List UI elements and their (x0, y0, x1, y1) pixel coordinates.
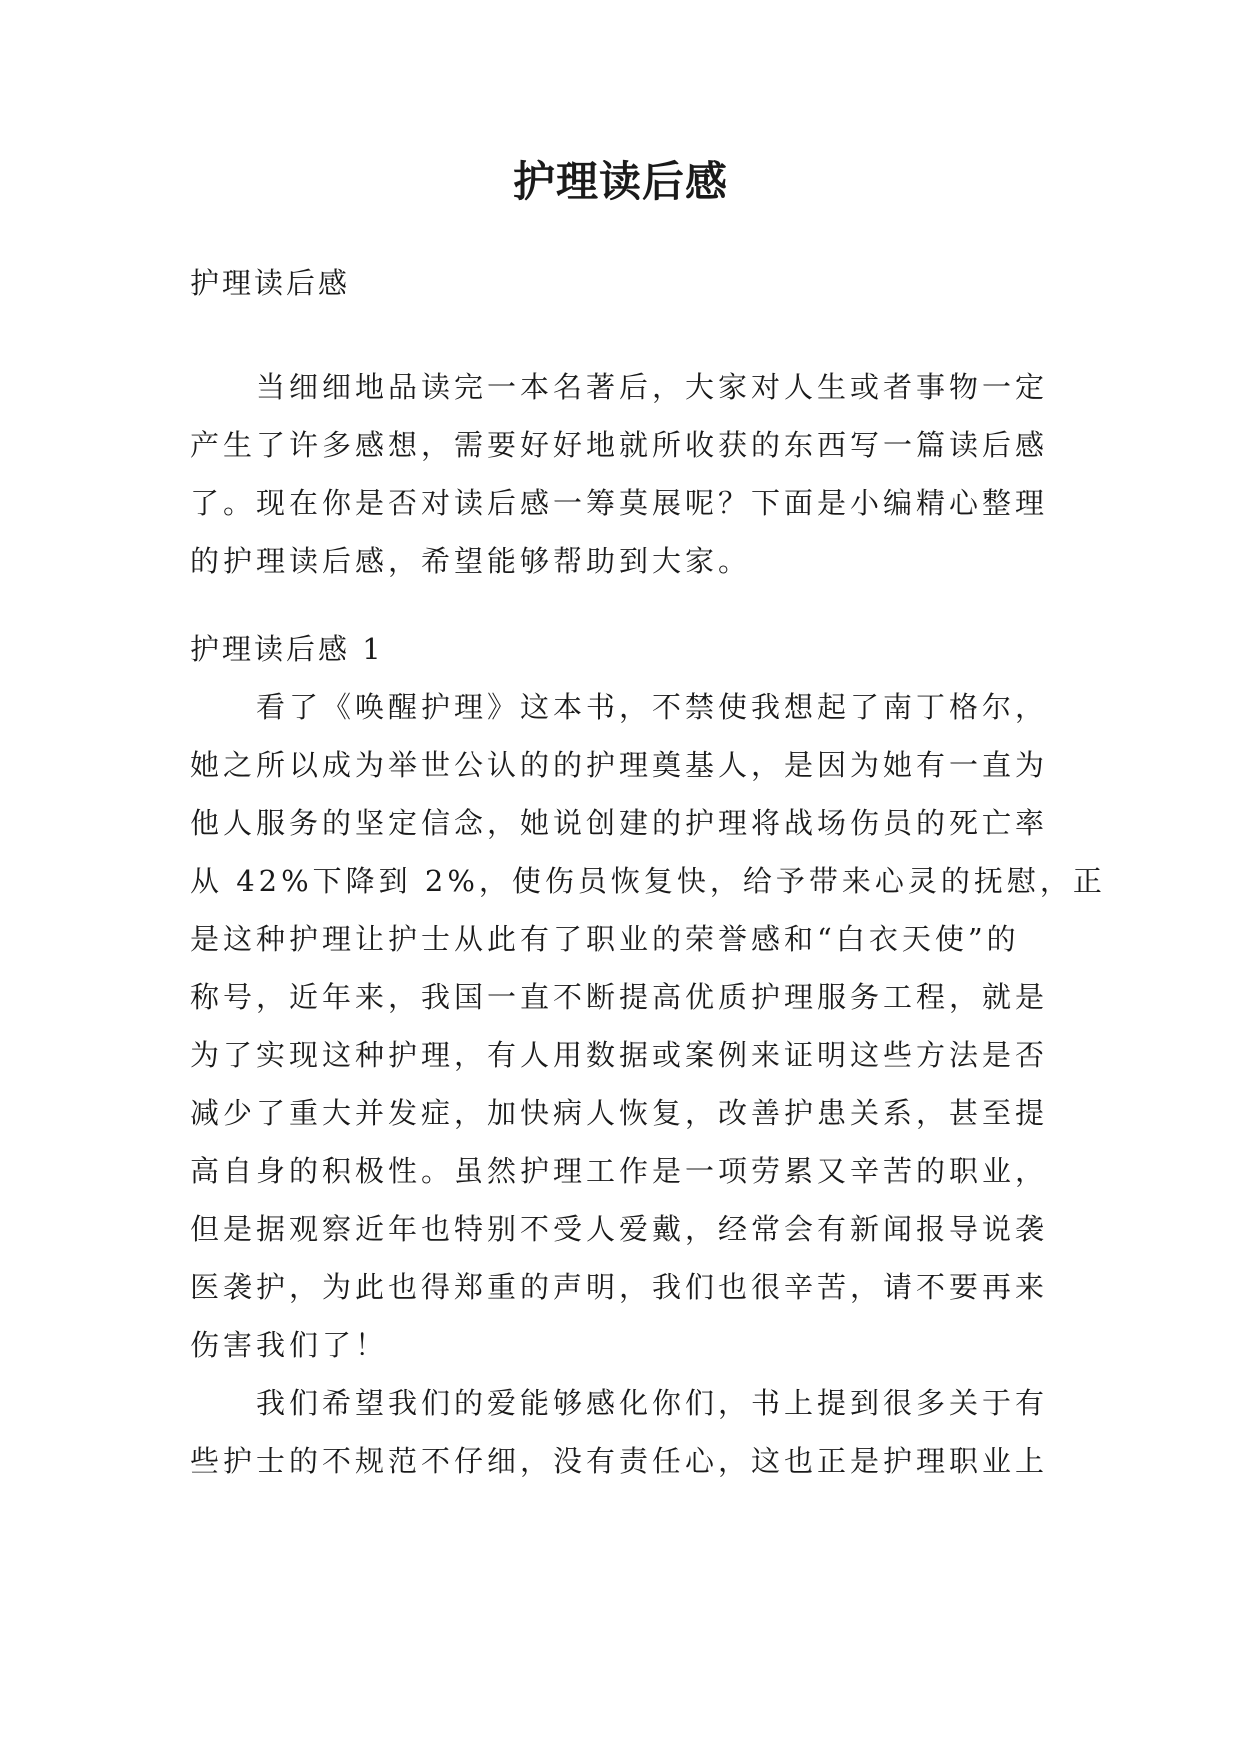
paragraph-line: 伤害我们了！ (190, 1328, 389, 1362)
paragraph-line: 减少了重大并发症，加快病人恢复，改善护患关系，甚至提 (190, 1096, 1049, 1130)
intro-line: 产生了许多感想，需要好好地就所收获的东西写一篇读后感 (190, 428, 1049, 462)
section1-paragraph-1 (190, 678, 1106, 1374)
intro-line: 的护理读后感，希望能够帮助到大家。 (190, 544, 752, 578)
section1-paragraph-2 (190, 1374, 1050, 1490)
paragraph-line: 看了《唤醒护理》这本书，不禁使我想起了南丁格尔， (256, 690, 1049, 724)
paragraph-line: 但是据观察近年也特别不受人爱戴，经常会有新闻报导说袭 (190, 1212, 1049, 1246)
paragraph-line: 从 42%下降到 2%，使伤员恢复快，给予带来心灵的抚慰，正 (190, 864, 1106, 898)
paragraph-line: 高自身的积极性。虽然护理工作是一项劳累又辛苦的职业， (190, 1154, 1049, 1188)
paragraph-line: 为了实现这种护理，有人用数据或案例来证明这些方法是否 (190, 1038, 1049, 1072)
document-subtitle: 护理读后感 (190, 266, 351, 300)
paragraph-line: 他人服务的坚定信念，她说创建的护理将战场伤员的死亡率 (190, 806, 1049, 840)
paragraph-line: 是这种护理让护士从此有了职业的荣誉感和“白衣天使”的 (190, 922, 1020, 956)
intro-line: 了。现在你是否对读后感一筹莫展呢？下面是小编精心整理 (190, 486, 1049, 520)
paragraph-line: 称号，近年来，我国一直不断提高优质护理服务工程，就是 (190, 980, 1049, 1014)
paragraph-line: 医袭护，为此也得郑重的声明，我们也很辛苦，请不要再来 (190, 1270, 1049, 1304)
paragraph-line: 些护士的不规范不仔细，没有责任心，这也正是护理职业上 (190, 1444, 1049, 1478)
document-title: 护理读后感 (512, 157, 728, 206)
paragraph-line: 她之所以成为举世公认的的护理奠基人，是因为她有一直为 (190, 748, 1049, 782)
section-heading-1: 护理读后感 1 (190, 632, 384, 666)
intro-paragraph (190, 358, 1050, 590)
paragraph-line: 我们希望我们的爱能够感化你们，书上提到很多关于有 (256, 1386, 1049, 1420)
intro-line: 当细细地品读完一本名著后，大家对人生或者事物一定 (256, 370, 1049, 404)
